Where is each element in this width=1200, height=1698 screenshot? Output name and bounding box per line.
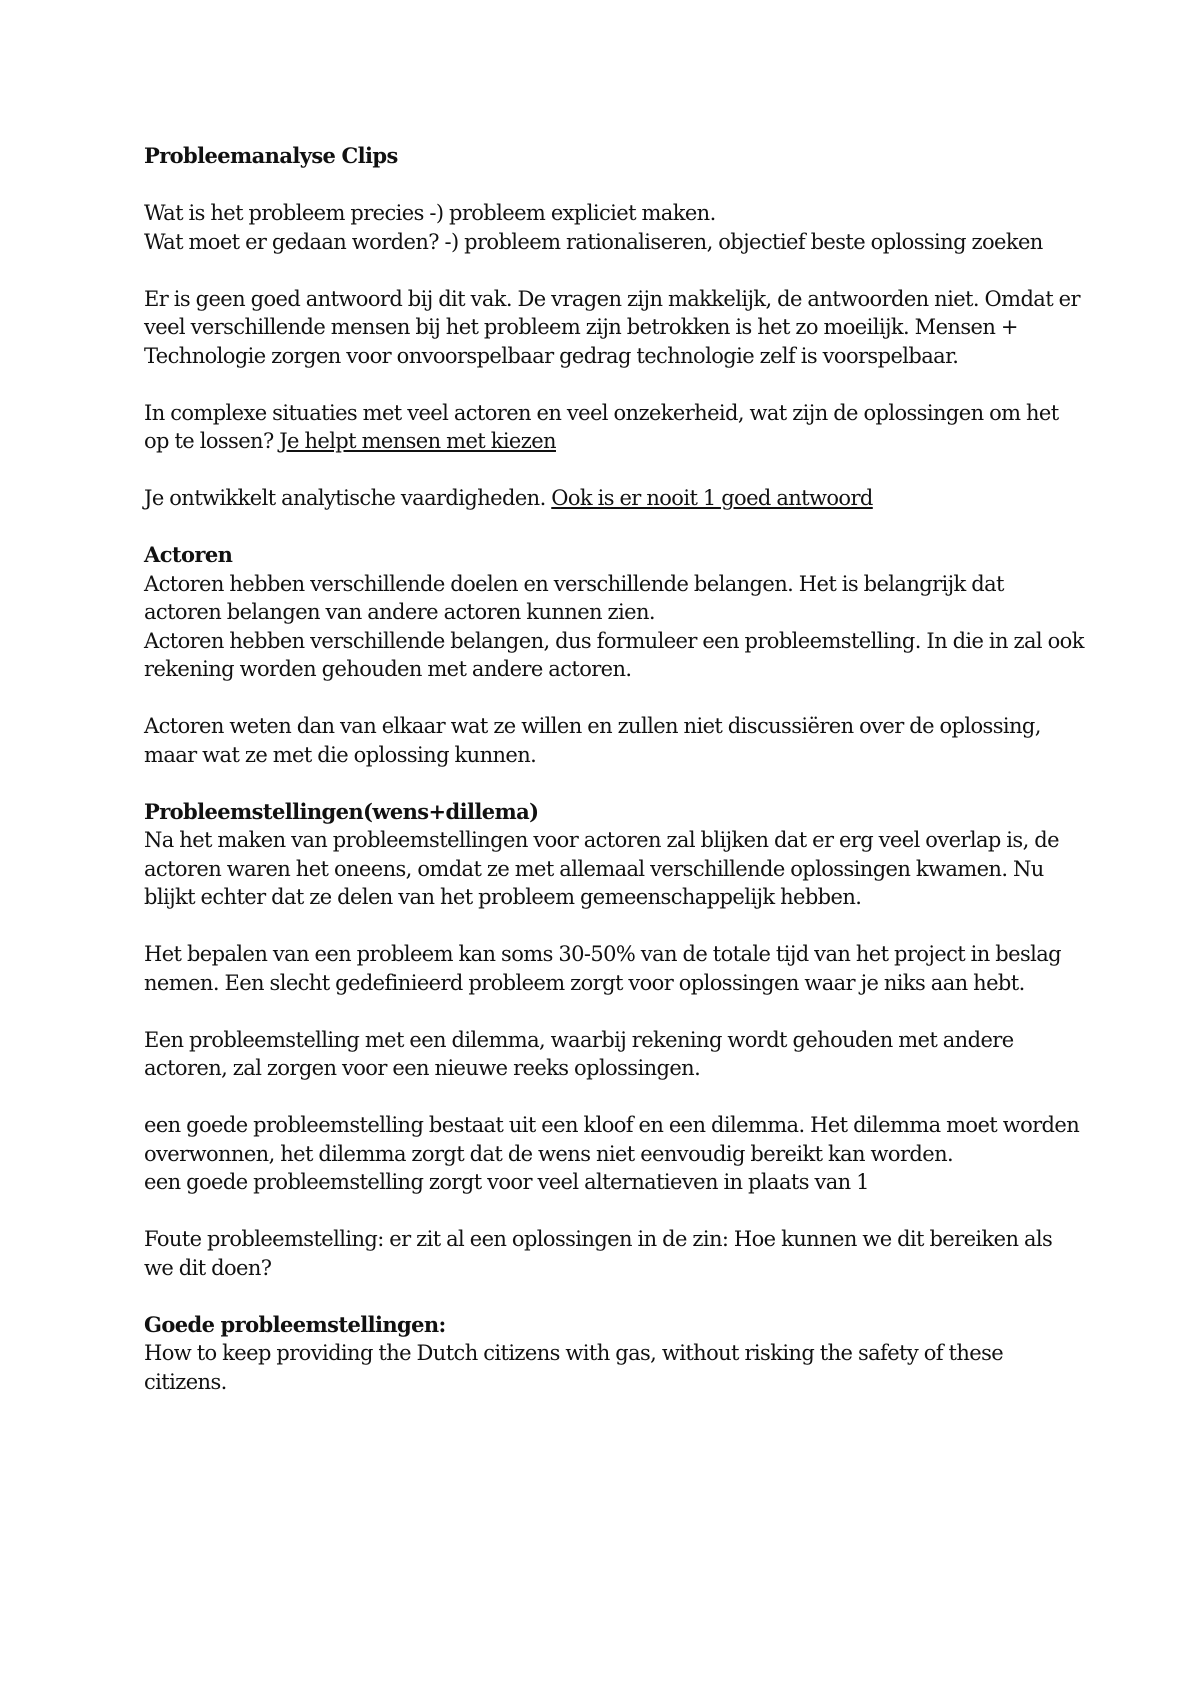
actoren-knowledge: Actoren weten dan van elkaar wat ze willen en zullen niet discussiëren over de oplossing, maar wat ze met die oplossing kunnen. [144, 714, 1041, 767]
underlined-phrase-no-answer: Ook is er nooit 1 goed antwoord [551, 486, 873, 510]
spacer [144, 370, 1084, 399]
intro-line-1: Wat is het probleem precies -) probleem expliciet maken. [144, 201, 716, 225]
paragraph-skills [144, 484, 1084, 513]
probleemstellingen-p1: Na het maken van probleemstellingen voor actoren zal blijken dat er erg veel overlap is, de actoren waren het oneens, omdat ze met allemaal verschillende oplossingen kwamen. Nu blijkt echter dat ze delen van het probleem gemeenschappelijk hebben. [144, 828, 1059, 909]
spacer [144, 769, 1084, 798]
actoren-line-2: Actoren hebben verschillende belangen, dus formuleer een probleemstelling. In die in zal ook rekening worden gehouden met andere actoren. [144, 628, 1084, 681]
spacer [144, 912, 1084, 941]
spacer [144, 1083, 1084, 1112]
heading-actoren: Actoren [144, 542, 233, 567]
spacer [144, 1197, 1084, 1226]
probleemstellingen-p3: Een probleemstelling met een dilemma, waarbij rekening wordt gehouden met andere actoren, zal zorgen voor een nieuwe reeks oplossingen. [144, 1027, 1014, 1080]
spacer [144, 1282, 1084, 1311]
spacer [144, 684, 1084, 713]
probleemstellingen-p4-line-1: een goede probleemstelling bestaat uit een kloof en een dilemma. Het dilemma moet worden overwonnen, het dilemma zorgt dat de wens niet eenvoudig bereikt kan worden. [144, 1113, 1080, 1166]
actoren-line-1: Actoren hebben verschillende doelen en verschillende belangen. Het is belangrijk dat actoren belangen van andere actoren kunnen zien. [144, 571, 1004, 624]
spacer [144, 256, 1084, 285]
paragraph-answers: Er is geen goed antwoord bij dit vak. De vragen zijn makkelijk, de antwoorden niet. Omdat er veel verschillende mensen bij het probleem zijn betrokken is het zo moeilijk. Mensen + Technologie zorgen voor onvoorspelbaar gedrag technologie zelf is voorspelbaar. [144, 286, 1080, 368]
paragraph-complex-text: In complexe situaties met veel actoren en veel onzekerheid, wat zijn de oplossingen om het op te lossen? [144, 400, 1059, 453]
spacer [144, 997, 1084, 1026]
probleemstellingen-p4-line-2: een goede probleemstelling zorgt voor veel alternatieven in plaats van 1 [144, 1170, 869, 1194]
underlined-phrase-choose: Je helpt mensen met kiezen [279, 429, 556, 453]
probleemstellingen-p5: Foute probleemstelling: er zit al een oplossingen in de zin: Hoe kunnen we dit bereiken als we dit doen? [144, 1227, 1053, 1280]
intro-line-2: Wat moet er gedaan worden? -) probleem rationaliseren, objectief beste oplossing zoeken [144, 229, 1043, 254]
paragraph-skills-text: Je ontwikkelt analytische vaardigheden. [144, 486, 552, 510]
document-title: Probleemanalyse Clips [144, 143, 398, 168]
goede-example: How to keep providing the Dutch citizens with gas, without risking the safety of these citizens. [144, 1341, 1004, 1394]
paragraph-complex [144, 399, 1084, 456]
heading-goede-probleemstellingen: Goede probleemstellingen: [144, 1311, 446, 1337]
spacer [144, 171, 1084, 200]
spacer [144, 513, 1084, 542]
spacer [144, 456, 1084, 485]
heading-probleemstellingen: Probleemstellingen(wens+dillema) [144, 798, 539, 824]
probleemstellingen-p2: Het bepalen van een probleem kan soms 30-50% van de totale tijd van het project in beslag nemen. Een slecht gedefinieerd probleem zorgt voor oplossingen waar je niks aan hebt. [144, 942, 1062, 995]
document-page [144, 142, 1084, 1396]
